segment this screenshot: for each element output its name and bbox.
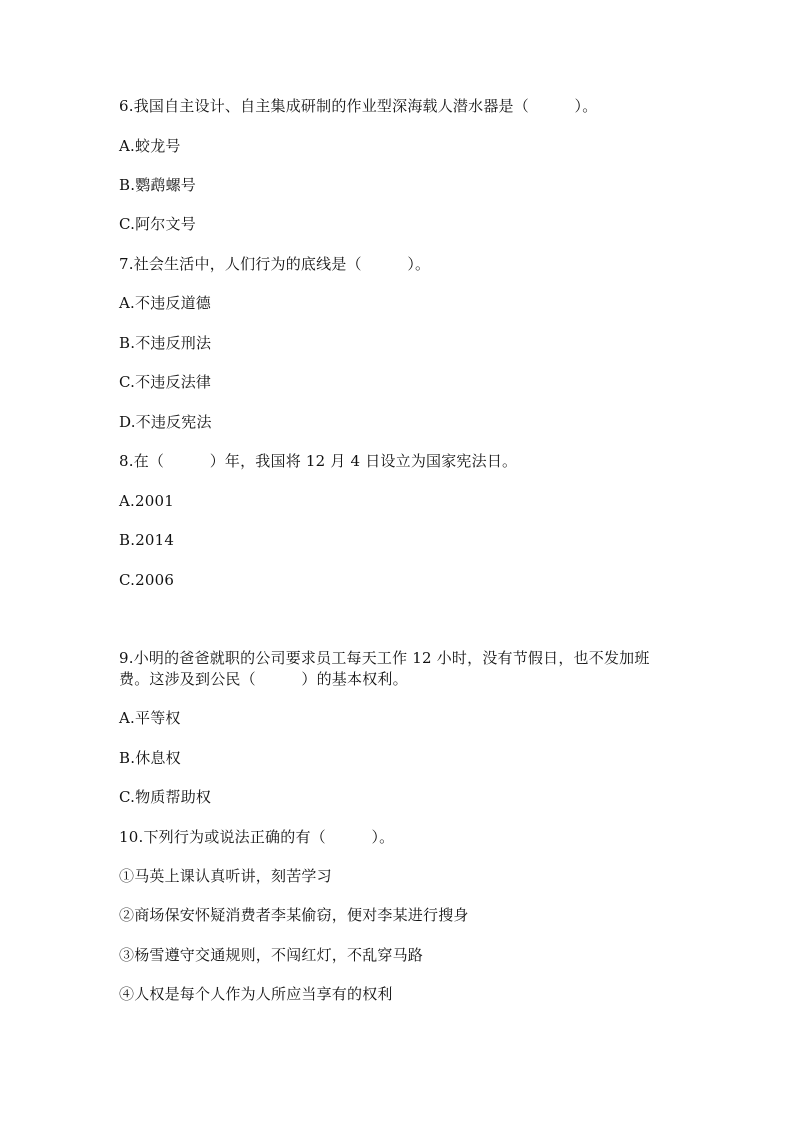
question-6-option-b: B.鹦鹉螺号 <box>119 176 196 194</box>
question-7-option-c: C.不违反法律 <box>119 373 212 391</box>
question-10-statement-4: ④人权是每个人作为人所应当享有的权利 <box>119 985 393 1003</box>
question-7-option-a: A.不违反道德 <box>119 294 212 312</box>
question-8-option-b: B.2014 <box>119 531 175 549</box>
question-9-option-b: B.休息权 <box>119 749 181 767</box>
question-8-stem: 8.在（ ）年，我国将 12 月 4 日设立为国家宪法日。 <box>119 452 518 470</box>
question-7-stem: 7.社会生活中，人们行为的底线是（ ）。 <box>119 255 431 273</box>
question-10-statement-2: ②商场保安怀疑消费者李某偷窃，便对李某进行搜身 <box>119 906 469 924</box>
question-10-stem: 10.下列行为或说法正确的有（ ）。 <box>119 828 395 846</box>
question-9-stem-line-2: 费。这涉及到公民（ ）的基本权利。 <box>119 670 408 688</box>
question-9-option-a: A.平等权 <box>119 709 181 727</box>
question-8-option-a: A.2001 <box>119 492 174 510</box>
question-9-option-c: C.物质帮助权 <box>119 788 212 806</box>
question-10-statement-1: ①马英上课认真听讲，刻苦学习 <box>119 867 332 885</box>
question-8-option-c: C.2006 <box>119 571 175 589</box>
question-7-option-b: B.不违反刑法 <box>119 334 212 352</box>
question-6-stem: 6.我国自主设计、自主集成研制的作业型深海载人潜水器是（ ）。 <box>119 97 598 115</box>
question-7-option-d: D.不违反宪法 <box>119 413 212 431</box>
question-9-stem-line-1: 9.小明的爸爸就职的公司要求员工每天工作 12 小时，没有节假日，也不发加班 <box>119 649 650 667</box>
question-6-option-a: A.蛟龙号 <box>119 137 181 155</box>
question-6-option-c: C.阿尔文号 <box>119 215 196 233</box>
question-10-statement-3: ③杨雪遵守交通规则，不闯红灯，不乱穿马路 <box>119 946 424 964</box>
